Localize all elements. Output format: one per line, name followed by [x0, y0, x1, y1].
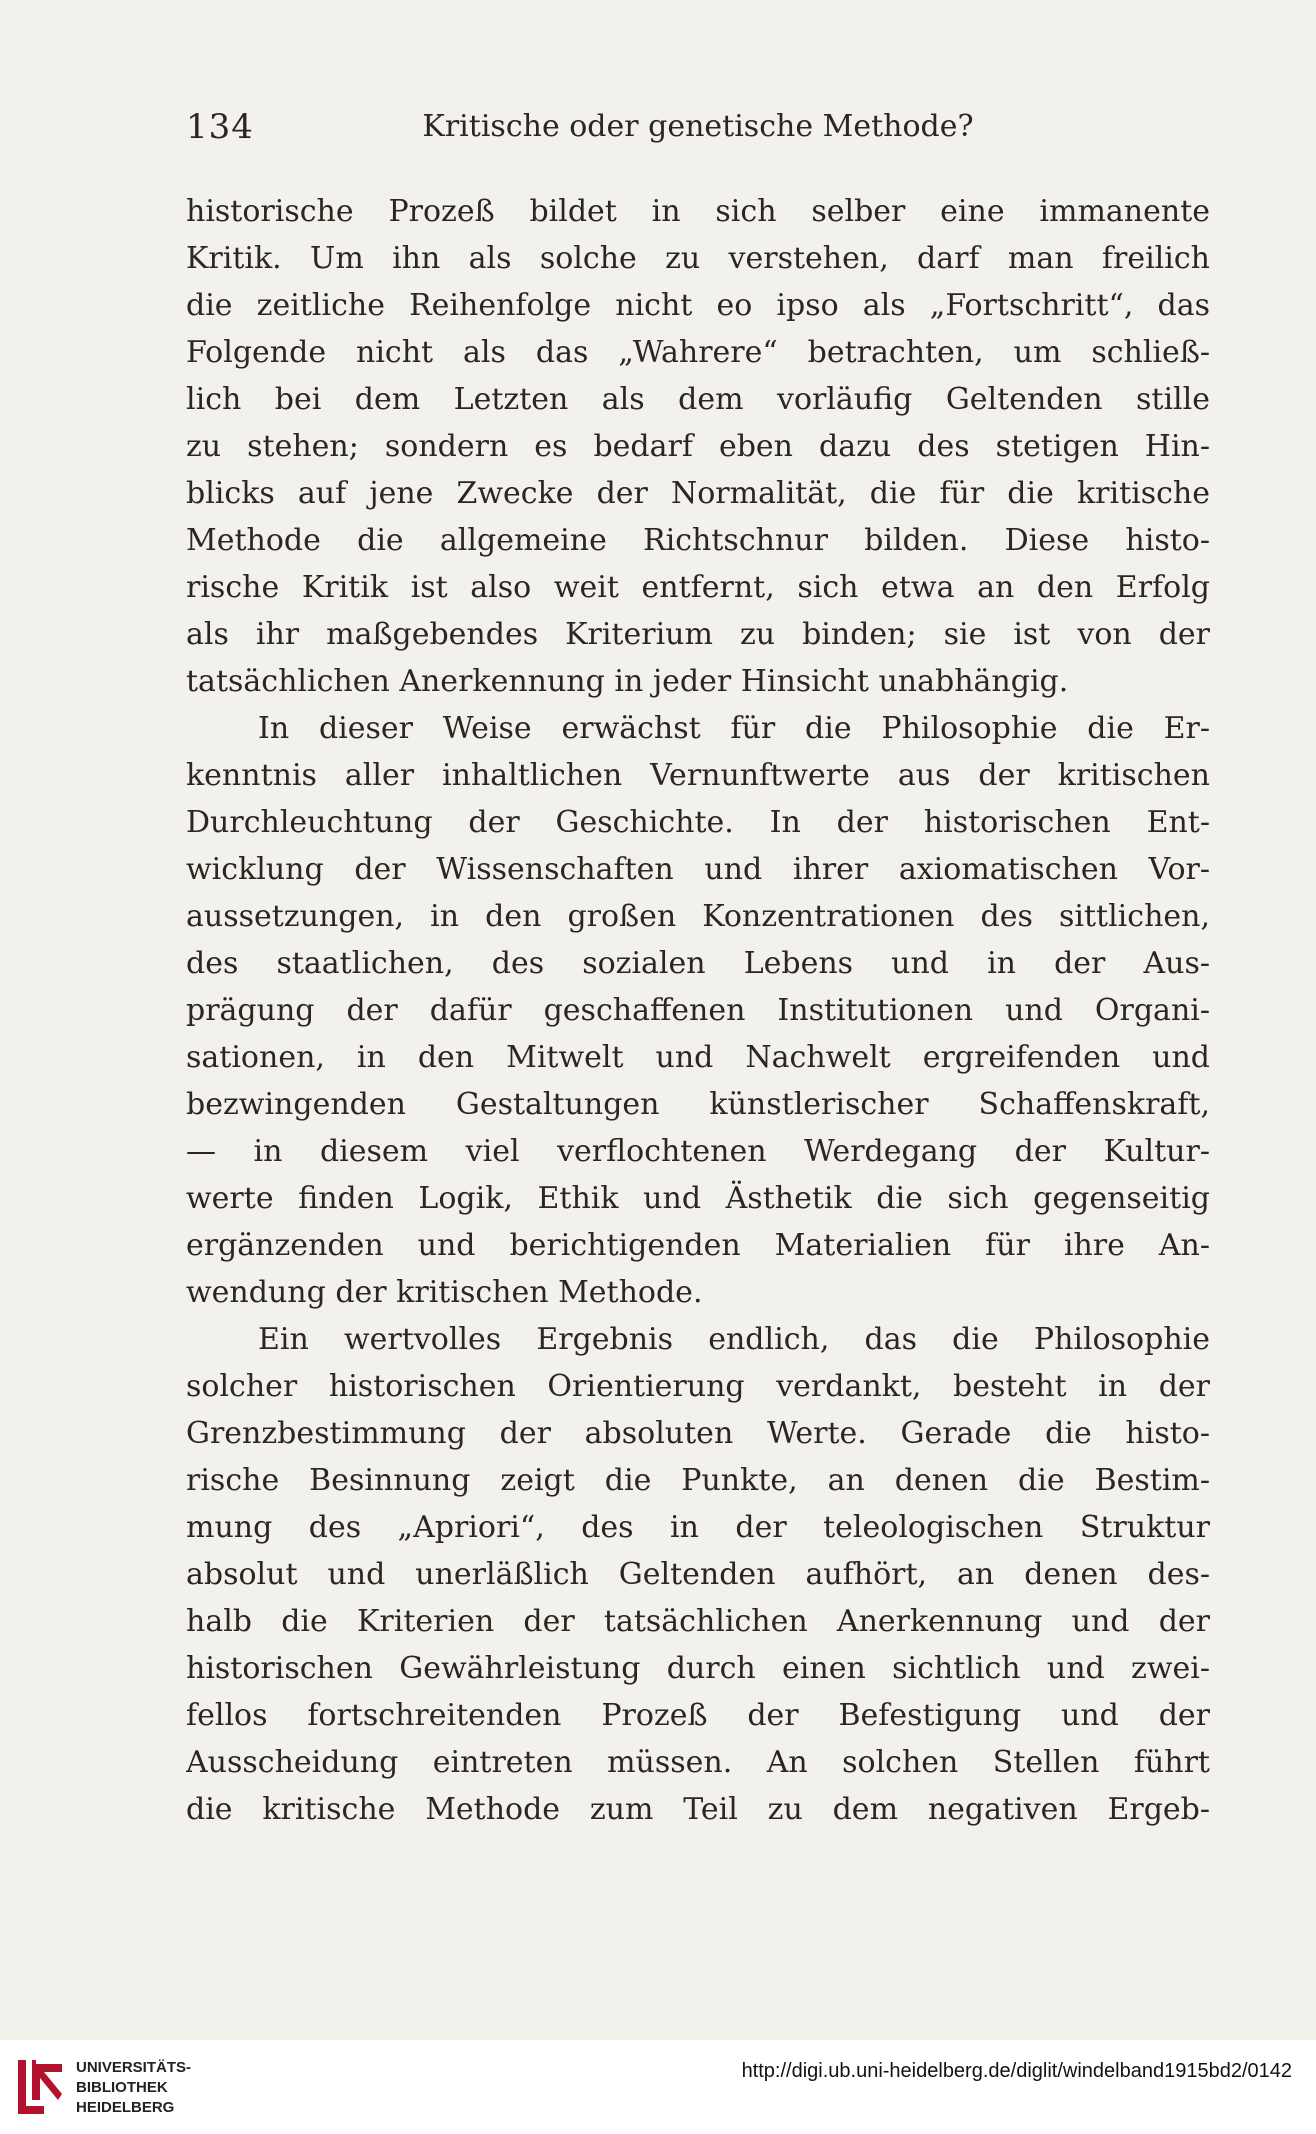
text-line: rische Besinnung zeigt die Punkte, an denen die Bestim-	[186, 1463, 1210, 1498]
logo-line: UNIVERSITÄTS-	[76, 2059, 192, 2076]
text-line: die zeitliche Reihenfolge nicht eo ipso als „Fortschritt“, das	[186, 288, 1210, 323]
text-line: die kritische Methode zum Teil zu dem negativen Ergeb-	[186, 1792, 1210, 1827]
text-line: als ihr maßgebendes Kriterium zu binden; sie ist von der	[186, 617, 1210, 652]
text-line: Ein wertvolles Ergebnis endlich, das die Philosophie	[258, 1322, 1210, 1357]
text-line: Methode die allgemeine Richtschnur bilden. Diese histo-	[186, 523, 1210, 558]
logo-text	[76, 2058, 191, 2118]
page-header	[186, 102, 1210, 152]
text-line: wicklung der Wissenschaften und ihrer axiomatischen Vor-	[186, 852, 1210, 887]
text-line: Folgende nicht als das „Wahrere“ betrachten, um schließ-	[186, 335, 1210, 370]
source-url[interactable]: http://digi.ub.uni-heidelberg.de/diglit/windelband1915bd2/0142	[741, 2060, 1292, 2082]
library-emblem-icon	[14, 2054, 66, 2120]
text-line: Durchleuchtung der Geschichte. In der historischen Ent-	[186, 805, 1210, 840]
text-line: sationen, in den Mitwelt und Nachwelt ergreifenden und	[186, 1040, 1210, 1075]
text-line: In dieser Weise erwächst für die Philosophie die Er-	[258, 711, 1210, 746]
text-line: halb die Kriterien der tatsächlichen Anerkennung und der	[186, 1604, 1210, 1639]
text-line: historische Prozeß bildet in sich selber eine immanente	[186, 194, 1210, 229]
running-title: Kritische oder genetische Methode?	[422, 109, 974, 144]
page-number: 134	[186, 107, 254, 147]
body-text	[186, 188, 1210, 1833]
text-line: des staatlichen, des sozialen Lebens und in der Aus-	[186, 946, 1210, 981]
text-line: mung des „Apriori“, des in der teleologischen Struktur	[186, 1510, 1210, 1545]
logo-line: HEIDELBERG	[76, 2099, 175, 2116]
text-line: absolut und unerläßlich Geltenden aufhört, an denen des-	[186, 1557, 1210, 1592]
text-line: Grenzbestimmung der absoluten Werte. Gerade die histo-	[186, 1416, 1210, 1451]
text-line: aussetzungen, in den großen Konzentrationen des sittlichen,	[186, 899, 1210, 934]
text-line: wendung der kritischen Methode.	[186, 1275, 703, 1310]
logo-line: BIBLIOTHEK	[76, 2079, 168, 2096]
text-line: fellos fortschreitenden Prozeß der Befestigung und der	[186, 1698, 1210, 1733]
library-logo	[14, 2052, 254, 2126]
text-line: kenntnis aller inhaltlichen Vernunftwerte aus der kritischen	[186, 758, 1210, 793]
text-line: Ausscheidung eintreten müssen. An solchen Stellen führt	[186, 1745, 1210, 1780]
text-line: tatsächlichen Anerkennung in jeder Hinsicht unabhängig.	[186, 664, 1069, 699]
text-line: solcher historischen Orientierung verdankt, besteht in der	[186, 1369, 1210, 1404]
text-line: lich bei dem Letzten als dem vorläufig Geltenden stille	[186, 382, 1210, 417]
text-line: — in diesem viel verflochtenen Werdegang der Kultur-	[186, 1134, 1210, 1169]
footer-bar	[0, 2040, 1316, 2134]
text-line: ergänzenden und berichtigenden Materialien für ihre An-	[186, 1228, 1210, 1263]
text-line: zu stehen; sondern es bedarf eben dazu des stetigen Hin-	[186, 429, 1210, 464]
text-line: Kritik. Um ihn als solche zu verstehen, darf man freilich	[186, 241, 1210, 276]
text-line: werte finden Logik, Ethik und Ästhetik die sich gegenseitig	[186, 1181, 1210, 1216]
text-line: historischen Gewährleistung durch einen sichtlich und zwei-	[186, 1651, 1210, 1686]
text-line: rische Kritik ist also weit entfernt, sich etwa an den Erfolg	[186, 570, 1210, 605]
text-line: bezwingenden Gestaltungen künstlerischer Schaffenskraft,	[186, 1087, 1210, 1122]
text-line: prägung der dafür geschaffenen Institutionen und Organi-	[186, 993, 1210, 1028]
text-line: blicks auf jene Zwecke der Normalität, die für die kritische	[186, 476, 1210, 511]
